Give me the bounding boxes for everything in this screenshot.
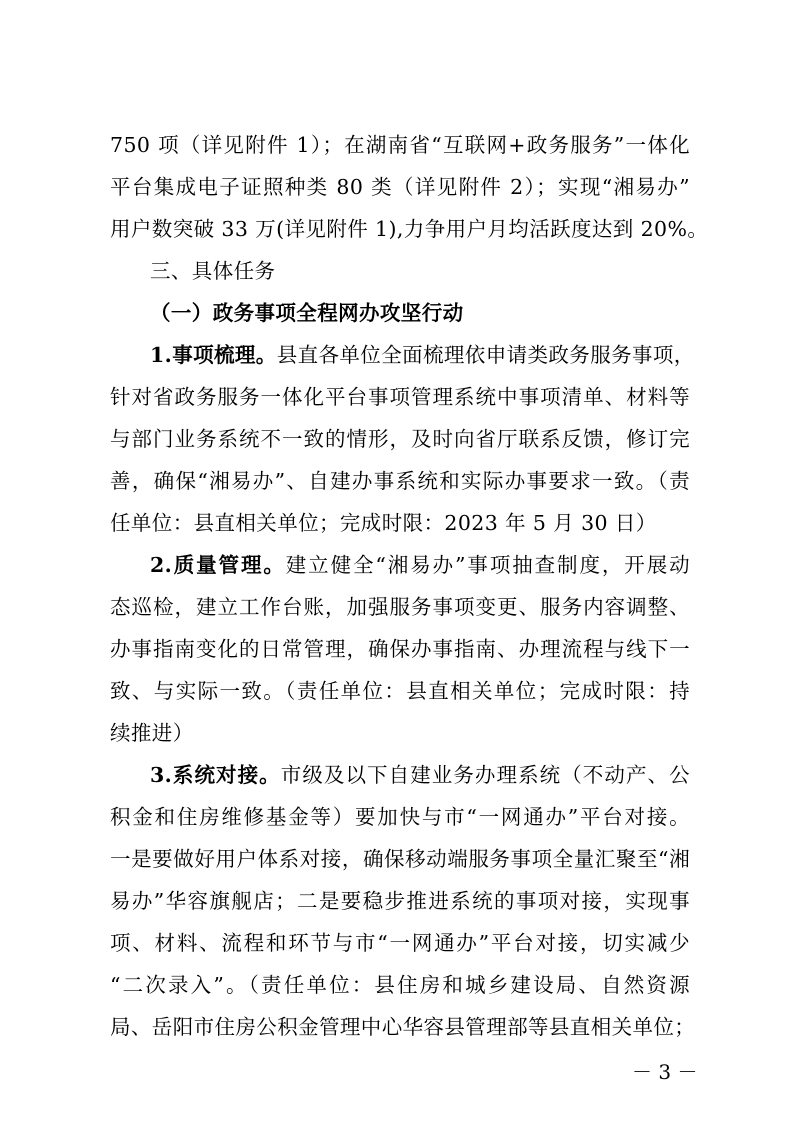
item2-first-line bbox=[150, 551, 690, 579]
item1-title: 1.事项梳理。 bbox=[150, 343, 277, 367]
item3-text: 市级及以下自建业务办理系统（不动产、公 bbox=[280, 763, 690, 787]
paragraph-line: 与部门业务系统不一致的情形，及时向省厅联系反馈，修订完 bbox=[110, 427, 690, 451]
paragraph-line: 局、岳阳市住房公积金管理中心华容县管理部等县直相关单位； bbox=[110, 1015, 696, 1039]
paragraph-line: “二次录入”。（责任单位：县住房和城乡建设局、自然资源 bbox=[110, 973, 690, 997]
paragraph-line: 致、与实际一致。（责任单位：县直相关单位；完成时限：持 bbox=[110, 679, 690, 703]
paragraph-line: 项、材料、流程和环节与市“一网通办”平台对接，切实减少 bbox=[110, 931, 690, 955]
page-number: － 3 － bbox=[632, 1060, 698, 1084]
paragraph-line: 态巡检，建立工作台账，加强服务事项变更、服务内容调整、 bbox=[110, 595, 690, 619]
paragraph-line: 积金和住房维修基金等）要加快与市“一网通办”平台对接。 bbox=[110, 805, 690, 829]
item2-title: 2.质量管理。 bbox=[150, 553, 286, 577]
paragraph-line: 续推进） bbox=[110, 721, 194, 745]
item3-first-line bbox=[150, 761, 690, 789]
paragraph-line: 办事指南变化的日常管理，确保办事指南、办理流程与线下一 bbox=[110, 637, 690, 661]
paragraph-line: 用户数突破 33 万(详见附件 1),力争用户月均活跃度达到 20%。 bbox=[110, 217, 709, 241]
section-heading: 三、具体任务 bbox=[150, 259, 276, 283]
subsection-heading: （一）政务事项全程网办攻坚行动 bbox=[150, 301, 464, 325]
paragraph-line: 一是要做好用户体系对接，确保移动端服务事项全量汇聚至“湘 bbox=[110, 847, 690, 871]
item1-text: 县直各单位全面梳理依申请类政务服务事项， bbox=[276, 343, 695, 367]
paragraph-line: 平台集成电子证照种类 80 类（详见附件 2）；实现“湘易办” bbox=[110, 175, 690, 199]
paragraph-line: 善，确保“湘易办”、自建办事系统和实际办事要求一致。（责 bbox=[110, 469, 690, 493]
paragraph-line: 针对省政务服务一体化平台事项管理系统中事项清单、材料等 bbox=[110, 385, 690, 409]
paragraph-line: 任单位：县直相关单位；完成时限：2023 年 5 月 30 日） bbox=[110, 511, 657, 535]
item2-text: 建立健全“湘易办”事项抽查制度，开展动 bbox=[285, 553, 691, 577]
item3-title: 3.系统对接。 bbox=[150, 763, 281, 787]
paragraph-line: 易办”华容旗舰店；二是要稳步推进系统的事项对接，实现事 bbox=[110, 889, 690, 913]
item1-first-line bbox=[150, 341, 695, 369]
paragraph-line: 750 项（详见附件 1）；在湖南省“互联网+政务服务”一体化 bbox=[110, 133, 690, 157]
